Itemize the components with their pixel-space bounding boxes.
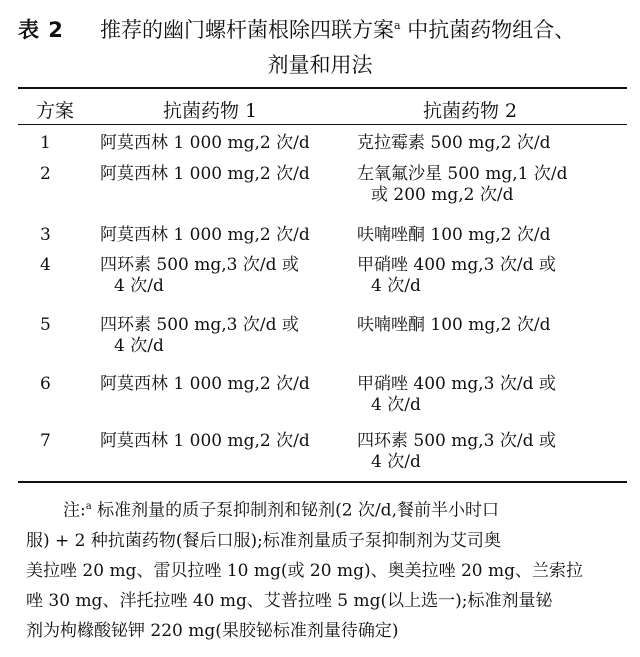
- drug-2-cell: 四环素 500 mg,3 次/d 或 4 次/d: [357, 431, 556, 472]
- plan-number: 1: [40, 133, 51, 153]
- drug-2-cell: 甲硝唑 400 mg,3 次/d 或 4 次/d: [357, 255, 556, 296]
- footnote-line: 美拉唑 20 mg、雷贝拉唑 10 mg(或 20 mg)、奥美拉唑 20 mg、兰索拉: [26, 560, 584, 581]
- plan-number: 3: [40, 225, 51, 245]
- table-title-line-1: [100, 14, 575, 44]
- plan-number: 4: [40, 255, 51, 275]
- drug-1-cell: 四环素 500 mg,3 次/d 或 4 次/d: [100, 315, 299, 356]
- plan-number: 2: [40, 164, 51, 184]
- drug-1-cell: 阿莫西林 1 000 mg,2 次/d: [100, 374, 310, 394]
- table-footnote: [26, 492, 626, 646]
- table-title-part-1: 推荐的幽门螺杆菌根除四联方案: [100, 18, 394, 42]
- table-caption: [0, 0, 640, 90]
- drug-2-cell: 呋喃唑酮 100 mg,2 次/d: [357, 225, 551, 245]
- footnote-line: 剂为枸橼酸铋钾 220 mg(果胶铋标准剂量待确定): [26, 620, 399, 641]
- drug-2-cell: 甲硝唑 400 mg,3 次/d 或 4 次/d: [357, 374, 556, 415]
- plan-number: 5: [40, 315, 51, 335]
- header-drug-1: 抗菌药物 1: [163, 100, 258, 122]
- drug-2-cell: 呋喃唑酮 100 mg,2 次/d: [357, 315, 551, 335]
- bottom-rule: [18, 481, 627, 483]
- top-rule: [18, 87, 627, 89]
- footnote-marker: a: [394, 19, 401, 32]
- drug-2-cell: 左氧氟沙星 500 mg,1 次/d 或 200 mg,2 次/d: [357, 164, 568, 205]
- footnote-line: 服) + 2 种抗菌药物(餐后口服);标准剂量质子泵抑制剂为艾司奥: [26, 530, 501, 551]
- plan-number: 7: [40, 431, 51, 451]
- drug-1-cell: 四环素 500 mg,3 次/d 或 4 次/d: [100, 255, 299, 296]
- header-drug-2: 抗菌药物 2: [423, 100, 518, 122]
- drug-1-cell: 阿莫西林 1 000 mg,2 次/d: [100, 225, 310, 245]
- header-plan: 方案: [36, 100, 75, 122]
- table-label: 表 2: [18, 18, 64, 42]
- table-title-part-2: 中抗菌药物组合、: [400, 18, 576, 42]
- footnote-prefix: 注:: [63, 500, 86, 521]
- table-header: [0, 90, 640, 124]
- drug-1-cell: 阿莫西林 1 000 mg,2 次/d: [100, 133, 310, 153]
- footnote-line: 注:$^a$ 标准剂量的质子泵抑制剂和铋剂(2 次/d,餐前半小时口: [63, 500, 499, 521]
- drug-1-cell: 阿莫西林 1 000 mg,2 次/d: [100, 431, 310, 451]
- footnote-marker: a: [85, 501, 92, 512]
- table-title-line-2: 剂量和用法: [267, 53, 373, 77]
- plan-number: 6: [40, 374, 51, 394]
- header-rule: [18, 124, 627, 125]
- drug-2-cell: 克拉霉素 500 mg,2 次/d: [357, 133, 551, 153]
- footnote-line: 唑 30 mg、泮托拉唑 40 mg、艾普拉唑 5 mg(以上选一);标准剂量铋: [26, 590, 553, 611]
- drug-1-cell: 阿莫西林 1 000 mg,2 次/d: [100, 164, 310, 184]
